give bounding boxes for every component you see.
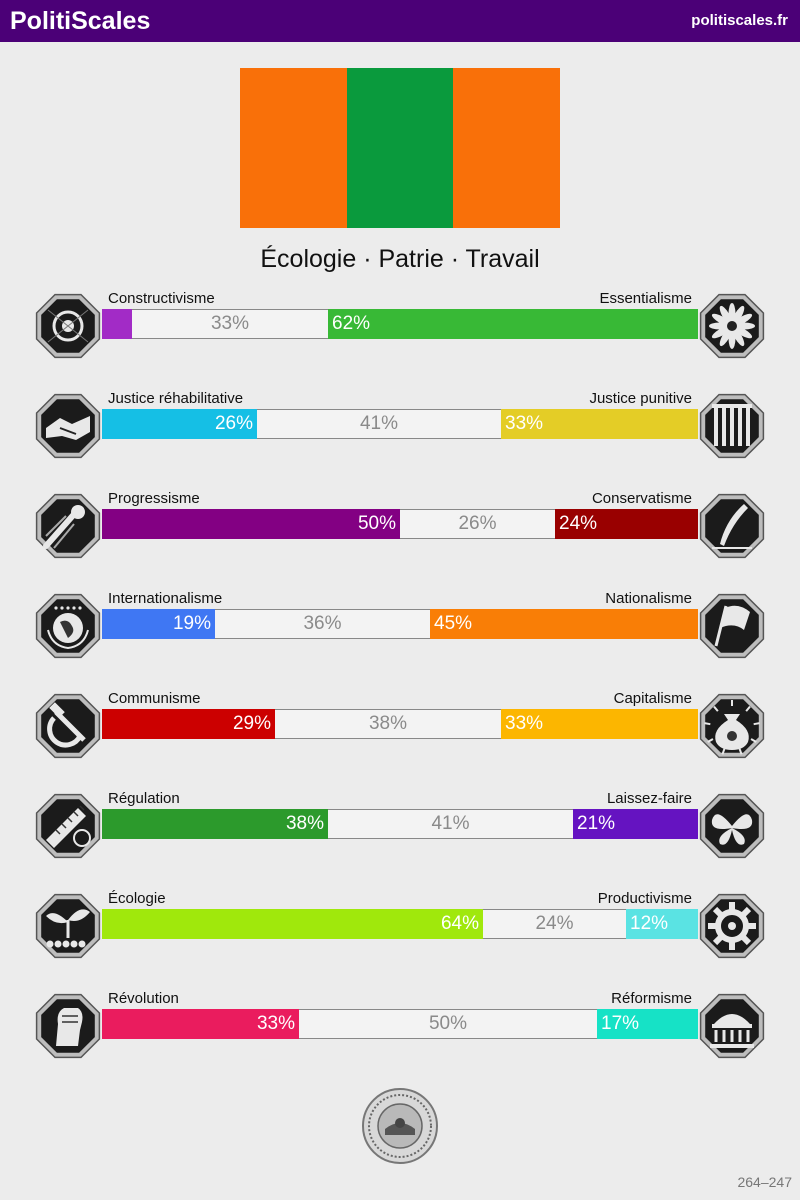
comet-icon (32, 490, 104, 562)
axis-bar (102, 709, 698, 739)
globe-icon (32, 590, 104, 662)
axis-right-segment: 62% (328, 309, 698, 339)
axis-left-segment: 50% (102, 509, 400, 539)
axis-left-segment (102, 309, 132, 339)
raised-fist-icon (32, 990, 104, 1062)
axis-right-segment: 33% (501, 409, 698, 439)
axis-bar (102, 309, 698, 339)
hammer-sickle-icon (32, 690, 104, 762)
result-code: 264–247 (737, 1174, 792, 1190)
axis-right-segment: 45% (430, 609, 698, 639)
flag-stripe-center (347, 68, 454, 228)
axis-left-segment: 29% (102, 709, 275, 739)
parliament-icon (696, 990, 768, 1062)
axis-right-label: Justice punitive (589, 390, 692, 407)
quill-icon (696, 490, 768, 562)
axis-neutral-segment: 26% (400, 509, 555, 539)
axis-row (0, 490, 800, 570)
flag (240, 68, 560, 228)
axis-row (0, 690, 800, 770)
header-bar (0, 0, 800, 42)
prison-bars-icon (696, 390, 768, 462)
axis-right-segment: 12% (626, 909, 698, 939)
axis-left-label: Justice réhabilitative (108, 390, 244, 407)
axis-row (0, 590, 800, 670)
axis-left-segment: 19% (102, 609, 215, 639)
axis-bar (102, 1009, 698, 1039)
eye-icon (32, 290, 104, 362)
axis-left-segment: 26% (102, 409, 257, 439)
flag-stripe-left (240, 68, 347, 228)
axis-row (0, 990, 800, 1070)
axis-right-label: Essentialisme (599, 290, 692, 307)
axis-left-label: Progressisme (108, 490, 200, 507)
ruler-icon (32, 790, 104, 862)
axis-right-label: Nationalisme (605, 590, 692, 607)
axis-row (0, 790, 800, 870)
axis-neutral-segment: 33% (132, 309, 328, 339)
axis-right-segment: 24% (555, 509, 698, 539)
axis-left-segment: 33% (102, 1009, 299, 1039)
axis-left-label: Révolution (108, 990, 179, 1007)
flag-icon (696, 590, 768, 662)
gear-icon (696, 890, 768, 962)
site-link[interactable]: politiscales.fr (691, 12, 788, 29)
axis-right-label: Conservatisme (591, 490, 692, 507)
axis-left-label: Régulation (108, 790, 180, 807)
axis-row (0, 890, 800, 970)
axis-left-segment: 38% (102, 809, 328, 839)
seal-icon (361, 1087, 439, 1165)
axis-row (0, 390, 800, 470)
axis-right-segment: 33% (501, 709, 698, 739)
axis-left-label: Communisme (108, 690, 201, 707)
axis-row (0, 290, 800, 370)
axis-right-label: Laissez-faire (606, 790, 692, 807)
axis-neutral-segment: 41% (328, 809, 573, 839)
seedling-icon (32, 890, 104, 962)
butterfly-icon (696, 790, 768, 862)
axis-neutral-segment: 38% (275, 709, 501, 739)
axis-right-label: Productivisme (597, 890, 692, 907)
slogan: Écologie · Patrie · Travail (260, 245, 540, 273)
axis-bar (102, 809, 698, 839)
flower-icon (696, 290, 768, 362)
axis-bar (102, 909, 698, 939)
axis-bar (102, 609, 698, 639)
axis-neutral-segment: 50% (299, 1009, 597, 1039)
axis-neutral-segment: 41% (257, 409, 501, 439)
axis-right-segment: 21% (573, 809, 698, 839)
axis-left-label: Constructivisme (108, 290, 215, 307)
axis-right-segment: 17% (597, 1009, 698, 1039)
axis-bar (102, 409, 698, 439)
axis-left-label: Internationalisme (108, 590, 223, 607)
handshake-icon (32, 390, 104, 462)
axis-neutral-segment: 24% (483, 909, 626, 939)
axis-left-label: Écologie (108, 890, 166, 907)
axis-right-label: Capitalisme (613, 690, 692, 707)
money-bag-icon (696, 690, 768, 762)
axis-bar (102, 509, 698, 539)
axis-neutral-segment: 36% (215, 609, 430, 639)
axis-right-label: Réformisme (611, 990, 692, 1007)
flag-stripe-right (453, 68, 560, 228)
brand-title[interactable]: PolitiScales (10, 7, 151, 35)
axis-left-segment: 64% (102, 909, 483, 939)
